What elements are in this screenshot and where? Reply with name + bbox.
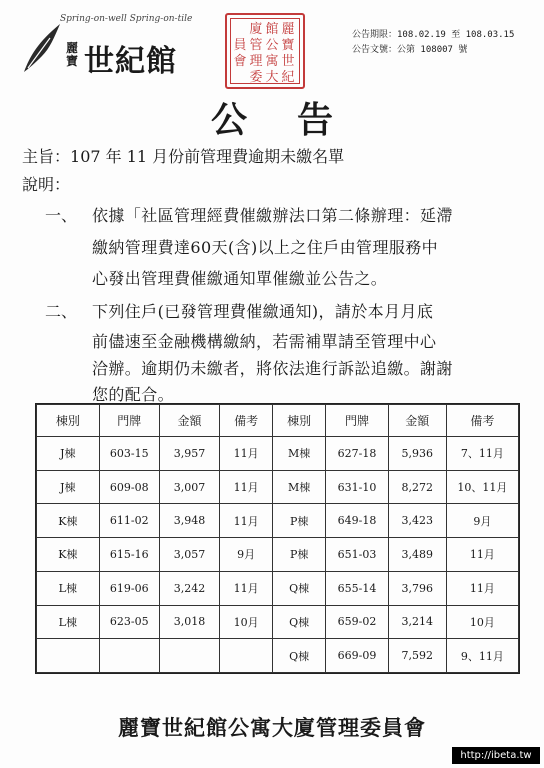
svg-text:寶: 寶 — [281, 38, 295, 53]
svg-text:理: 理 — [249, 54, 263, 69]
table-cell: 5,936 — [388, 437, 446, 471]
item-text-line: 依據「社區管理經費催繳辦法口第二條辦理：延滯 — [92, 206, 453, 225]
table-row — [37, 605, 519, 639]
table-cell: K棟 — [37, 538, 100, 572]
logo-brand-small: 麗寶 — [66, 41, 79, 68]
table-cell: J棟 — [37, 437, 100, 471]
table-row — [37, 571, 519, 605]
column-header: 棟別 — [273, 405, 326, 437]
period-label: 公告期限： — [352, 30, 398, 40]
item-number: 二、 — [45, 302, 78, 321]
column-header: 門牌 — [99, 405, 159, 437]
table-cell: 9、11月 — [446, 639, 518, 673]
table-cell: 9月 — [220, 538, 273, 572]
svg-text:廈: 廈 — [249, 22, 263, 37]
column-header: 門牌 — [326, 405, 389, 437]
svg-text:管: 管 — [249, 38, 263, 53]
svg-text:會: 會 — [233, 54, 247, 69]
table-cell: 7、11月 — [446, 437, 518, 471]
table-cell: M棟 — [273, 470, 326, 504]
column-header: 備考 — [220, 405, 273, 437]
item-number: 一、 — [45, 206, 78, 225]
svg-text:大: 大 — [265, 70, 279, 85]
item-text-line: 下列住戶(已發管理費催繳通知)，請於本月月底 — [92, 302, 434, 321]
table-cell: 3,242 — [159, 571, 219, 605]
item-text-line: 心發出管理費催繳通知單催繳並公告之。 — [92, 269, 388, 288]
table-cell: 651-03 — [326, 538, 389, 572]
committee-signature: 麗寶世紀館公寓大廈管理委員會 — [118, 715, 426, 740]
seal-lettering — [227, 15, 303, 87]
column-header: 金額 — [388, 405, 446, 437]
period-value: 108.02.19 至 108.03.15 — [397, 30, 515, 40]
item-text-line: 前儘速至金融機構繳納，若需補單請至管理中心 — [92, 332, 437, 351]
table-row — [37, 639, 519, 673]
table-cell: M棟 — [273, 437, 326, 471]
svg-text:公: 公 — [265, 38, 279, 53]
table-cell: 3,796 — [388, 571, 446, 605]
table-cell: Q棟 — [273, 605, 326, 639]
table-cell: 11月 — [220, 470, 273, 504]
logo-brand-name: 世紀館 — [84, 44, 177, 79]
table-cell: L棟 — [37, 605, 100, 639]
table-cell: 3,057 — [159, 538, 219, 572]
table-row — [37, 538, 519, 572]
doc-number-label: 公告文號： — [352, 45, 398, 55]
explanation-label: 說明： — [22, 175, 71, 194]
table-row — [37, 504, 519, 538]
item-text-line: 您的配合。 — [92, 385, 175, 404]
table-row — [37, 470, 519, 504]
table-cell: Q棟 — [273, 639, 326, 673]
item-text-line: 洽辦。逾期仍未繳者，將依法進行訴訟追繳。謝謝 — [92, 359, 453, 378]
table-cell: 3,214 — [388, 605, 446, 639]
arrears-table — [35, 403, 520, 674]
svg-text:委: 委 — [249, 70, 263, 85]
table-row — [37, 437, 519, 471]
table-cell: 623-05 — [99, 605, 159, 639]
table-cell: 9月 — [446, 504, 518, 538]
table-cell: 10月 — [220, 605, 273, 639]
subject-line — [22, 144, 344, 167]
table-cell: 10月 — [446, 605, 518, 639]
table-cell: Q棟 — [273, 571, 326, 605]
table-cell: 649-18 — [326, 504, 389, 538]
table-cell: 3,489 — [388, 538, 446, 572]
table-cell: J棟 — [37, 470, 100, 504]
red-square-seal-icon — [225, 13, 305, 89]
table-cell: 8,272 — [388, 470, 446, 504]
table-cell: 10、11月 — [446, 470, 518, 504]
table-cell: 3,957 — [159, 437, 219, 471]
table-cell — [220, 639, 273, 673]
table-cell: 655-14 — [326, 571, 389, 605]
table-cell: 615-16 — [99, 538, 159, 572]
table-cell: 3,018 — [159, 605, 219, 639]
table-cell: 603-15 — [99, 437, 159, 471]
item-text-line: 繳納管理費達60天(含)以上之住戶由管理服務中 — [92, 238, 439, 257]
table-cell: P棟 — [273, 504, 326, 538]
table-cell: 609-08 — [99, 470, 159, 504]
table-cell: 611-02 — [99, 504, 159, 538]
subject-label: 主旨： — [22, 147, 71, 166]
page-title: 公告 — [210, 99, 383, 141]
table-cell: 669-09 — [326, 639, 389, 673]
table-cell: 627-18 — [326, 437, 389, 471]
table-cell: 7,592 — [388, 639, 446, 673]
table-cell: 3,948 — [159, 504, 219, 538]
table-cell: 659-02 — [326, 605, 389, 639]
notice-info — [352, 28, 514, 58]
svg-text:館: 館 — [265, 22, 279, 37]
column-header: 備考 — [446, 405, 518, 437]
logo-script-text: Spring-on-well Spring-on-tile — [60, 14, 193, 24]
table-cell: 11月 — [220, 571, 273, 605]
table-header-row — [37, 405, 519, 437]
table-cell: 11月 — [446, 538, 518, 572]
table-cell: 631-10 — [326, 470, 389, 504]
table-cell — [159, 639, 219, 673]
table-cell: 3,007 — [159, 470, 219, 504]
table-cell: 11月 — [446, 571, 518, 605]
table-cell — [37, 639, 100, 673]
company-logo — [20, 12, 193, 82]
table-cell: L棟 — [37, 571, 100, 605]
table-cell: 11月 — [220, 504, 273, 538]
table-cell: 619-06 — [99, 571, 159, 605]
column-header: 金額 — [159, 405, 219, 437]
table-cell: 3,423 — [388, 504, 446, 538]
table-cell: K棟 — [37, 504, 100, 538]
table-cell: P棟 — [273, 538, 326, 572]
svg-text:紀: 紀 — [281, 70, 295, 85]
source-watermark: http://ibeta.tw — [452, 747, 540, 764]
column-header: 棟別 — [37, 405, 100, 437]
svg-text:世: 世 — [281, 54, 295, 69]
doc-number-value: 公第 108007 號 — [397, 45, 468, 55]
svg-text:員: 員 — [233, 38, 247, 53]
table-cell — [99, 639, 159, 673]
svg-text:麗: 麗 — [281, 22, 295, 37]
svg-text:寓: 寓 — [265, 54, 279, 69]
subject-text: 107 年 11 月份前管理費逾期未繳名單 — [70, 147, 345, 166]
feather-quill-icon — [20, 20, 66, 76]
table-cell: 11月 — [220, 437, 273, 471]
